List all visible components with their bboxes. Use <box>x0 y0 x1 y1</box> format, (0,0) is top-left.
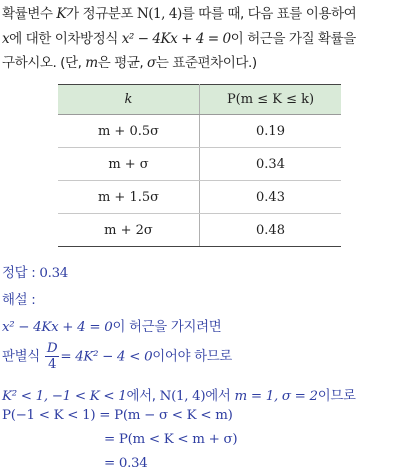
solution-text: 이어야 하므로 <box>152 349 233 365</box>
explanation-label: 해설 : <box>2 293 36 308</box>
probability-table <box>58 84 341 247</box>
table-row <box>58 181 341 214</box>
discriminant-label: 판별식 <box>2 349 44 365</box>
table-cell-prob: 0.19 <box>200 115 342 148</box>
table-header-row <box>58 85 341 115</box>
answer-label: 정답 : <box>2 266 40 281</box>
solution-text: 이므로 <box>317 389 356 404</box>
table-header-prob: P(m ≤ K ≤ k) <box>200 85 342 115</box>
fraction-numerator: D <box>46 341 58 356</box>
table-row <box>58 148 341 181</box>
solution-math: K² < 1, −1 < K < 1 <box>2 389 127 404</box>
solution-step-4: P(−1 < K < 1) = P(m − σ < K < m) <box>2 408 233 423</box>
solution-step-6: = 0.34 <box>104 456 148 471</box>
math-var-x: x <box>2 30 10 47</box>
table-cell-k: m + 2σ <box>58 214 200 247</box>
solution-step-1 <box>2 316 400 335</box>
problem-text: 확률변수 <box>2 6 57 22</box>
table-row <box>58 115 341 148</box>
table-cell-prob: 0.34 <box>200 148 342 181</box>
table-row <box>58 214 341 247</box>
problem-text: 이 허근을 가질 확률을 <box>230 30 356 47</box>
table-cell-prob: 0.48 <box>200 214 342 247</box>
answer-value: 0.34 <box>39 266 69 281</box>
solution-text: 에서 <box>205 389 235 404</box>
table-cell-k: m + σ <box>58 148 200 181</box>
problem-statement <box>2 2 400 76</box>
problem-text: 은 평균, <box>97 55 147 71</box>
problem-line-1 <box>2 2 400 27</box>
solution-step-5: = P(m < K < m + σ) <box>104 432 238 447</box>
math-var-k: K <box>56 6 67 22</box>
problem-line-2 <box>2 27 400 52</box>
table-header-k: k <box>58 85 200 115</box>
answer-line <box>2 262 400 281</box>
table-cell-k: m + 0.5σ <box>58 115 200 148</box>
table-cell-k: m + 1.5σ <box>58 181 200 214</box>
math-equation: x² − 4Kx + 4 = 0 <box>121 30 231 47</box>
solution-step-2 <box>2 341 400 372</box>
solution-text: 이 허근을 가지려면 <box>112 320 222 335</box>
math-var-sigma: σ <box>147 55 156 71</box>
problem-text: 를 따를 때, 다음 표를 이용하여 <box>181 6 357 22</box>
math-distribution: N(1, 4) <box>136 6 182 22</box>
problem-text: 구하시오. (단, <box>2 55 86 71</box>
solution-math: m = 1, σ = 2 <box>234 389 318 404</box>
solution-math: x² − 4Kx + 4 = 0 <box>2 320 113 335</box>
solution-math: N(1, 4) <box>159 389 206 404</box>
problem-text: 에 대한 이차방정식 <box>9 30 122 47</box>
solution-step-3 <box>2 385 400 404</box>
problem-line-3 <box>2 51 400 76</box>
problem-text: 는 표준편차이다.) <box>155 55 257 71</box>
solution-text: 에서, <box>126 389 160 404</box>
math-var-m: m <box>85 55 98 71</box>
problem-text: 가 정규분포 <box>66 6 137 22</box>
fraction-denominator: 4 <box>47 357 57 372</box>
table-cell-prob: 0.43 <box>200 181 342 214</box>
solution-math: = 4K² − 4 < 0 <box>60 349 153 365</box>
fraction-d-over-4 <box>45 341 59 372</box>
